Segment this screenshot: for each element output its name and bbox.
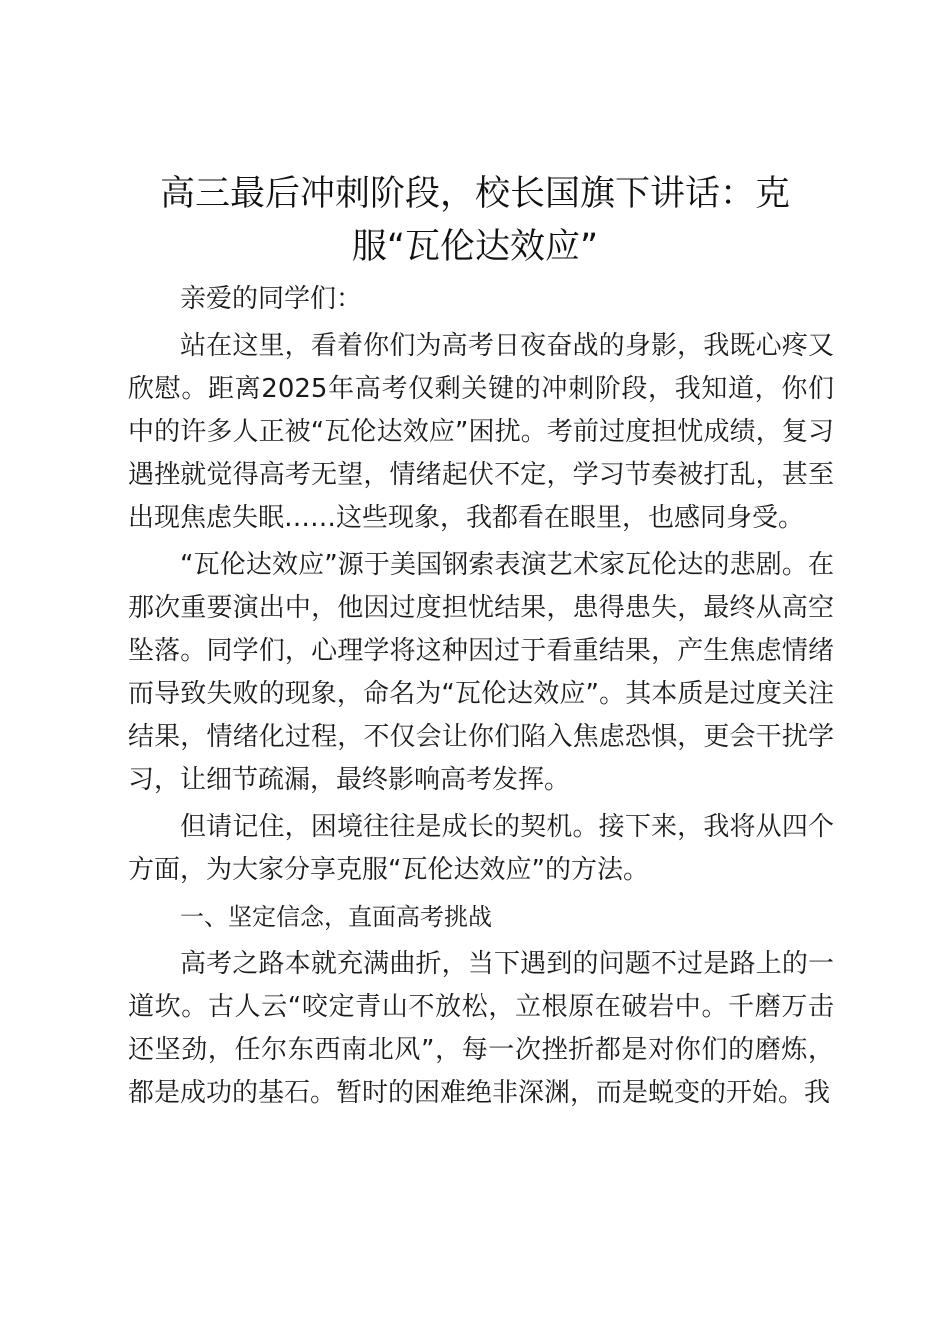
document-body — [128, 278, 834, 1119]
paragraph-2: “瓦伦达效应”源于美国钢索表演艺术家瓦伦达的悲剧。在那次重要演出中，他因过度担忧结果，患得患失，最终从高空坠落。同学们，心理学将这种因过于看重结果，产生焦虑情绪而导致失败的现象，命名为“瓦伦达效应”。其本质是过度关注结果，情绪化过程，不仅会让你们陷入焦虑恐惧，更会干扰学习，让细节疏漏，最终影响高考发挥。 — [128, 550, 834, 795]
greeting: 亲爱的同学们： — [180, 284, 363, 314]
paragraph-1: 站在这里，看着你们为高考日夜奋战的身影，我既心疼又欣慰。距离2025年高考仅剩关键的冲刺阶段，我知道，你们中的许多人正被“瓦伦达效应”困扰。考前过度担忧成绩，复习遇挫就觉得高考无望，情绪起伏不定，学习节奏被打乱，甚至出现焦虑失眠……这些现象，我都看在眼里，也感同身受。 — [128, 331, 834, 533]
document-title: 高三最后冲刺阶段，校长国旗下讲话：克服“瓦伦达效应” — [159, 174, 790, 267]
section-heading: 一、坚定信念，直面高考挑战 — [180, 903, 492, 931]
paragraph-3: 但请记住，困境往往是成长的契机。接下来，我将从四个方面，为大家分享克服“瓦伦达效应”的方法。 — [128, 812, 834, 885]
section-paragraph: 高考之路本就充满曲折，当下遇到的问题不过是路上的一道坎。古人云“咬定青山不放松，立根原在破岩中。千磨万击还坚劲，任尔东西南北风”，每一次挫折都是对你们的磨炼，都是成功的基石。暂时的困难绝非深渊，而是蜕变的开始。我 — [128, 949, 834, 1108]
